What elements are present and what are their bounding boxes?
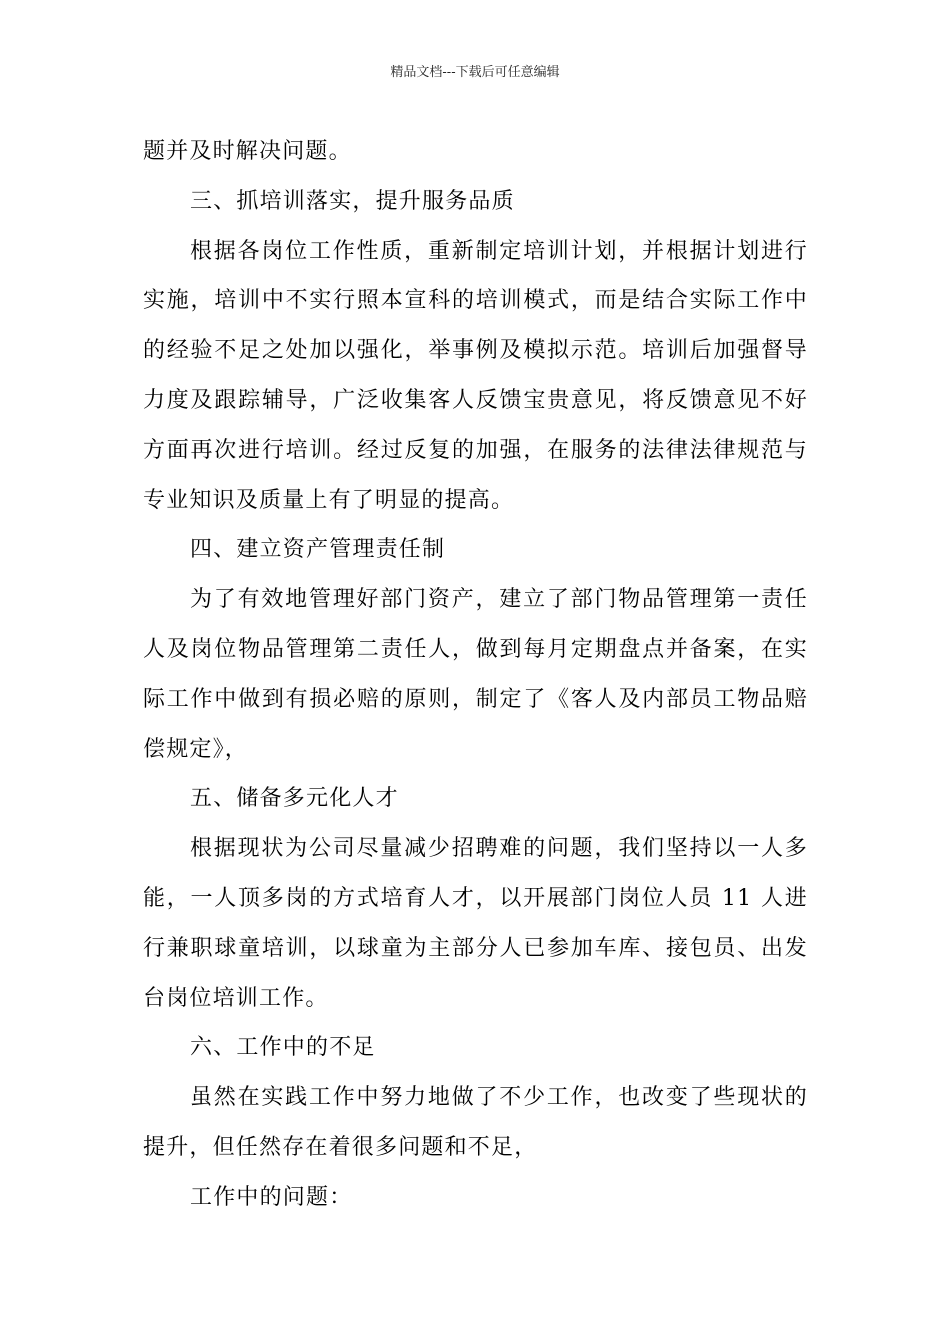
section-heading-talent-reserve: 五、储备多元化人才 — [190, 786, 399, 812]
paragraph-training: 根据各岗位工作性质，重新制定培训计划，并根据计划进行实施，培训中不实行照本宣科的培训模式，而是结合实际工作中的经验不足之处加以强化，举事例及模拟示范。培训后加强督导力度及跟踪辅导，广泛收集客人反馈宝贵意见，将反馈意见不好方面再次进行培训。经过反复的加强，在服务的法律法律规范与专业知识及质量上有了明显的提高。 — [143, 238, 808, 513]
section-heading-shortcomings: 六、工作中的不足 — [190, 1035, 376, 1061]
paragraph-talent-reserve: 根据现状为公司尽量减少招聘难的问题，我们坚持以一人多能，一人顶多岗的方式培育人才，以开展部门岗位人员 11 人进行兼职球童培训，以球童为主部分人已参加车库、接包员、出发台岗位培训工作。 — [143, 836, 808, 1011]
paragraph-problems-intro: 工作中的问题： — [190, 1184, 353, 1210]
paragraph-shortcomings: 虽然在实践工作中努力地做了不少工作，也改变了些现状的提升，但任然存在着很多问题和不足， — [143, 1085, 808, 1160]
section-heading-training: 三、抓培训落实，提升服务品质 — [190, 188, 515, 214]
section-heading-asset-management: 四、建立资产管理责任制 — [190, 537, 446, 563]
paragraph-asset-management: 为了有效地管理好部门资产，建立了部门物品管理第一责任人及岗位物品管理第二责任人，做到每月定期盘点并备案，在实际工作中做到有损必赔的原则，制定了《客人及内部员工物品赔偿规定》， — [143, 587, 808, 762]
document-body — [143, 127, 808, 1223]
paragraph-continuation: 题并及时解决问题。 — [143, 139, 352, 164]
page-header: 精品文档---下载后可任意编辑 — [390, 65, 560, 80]
